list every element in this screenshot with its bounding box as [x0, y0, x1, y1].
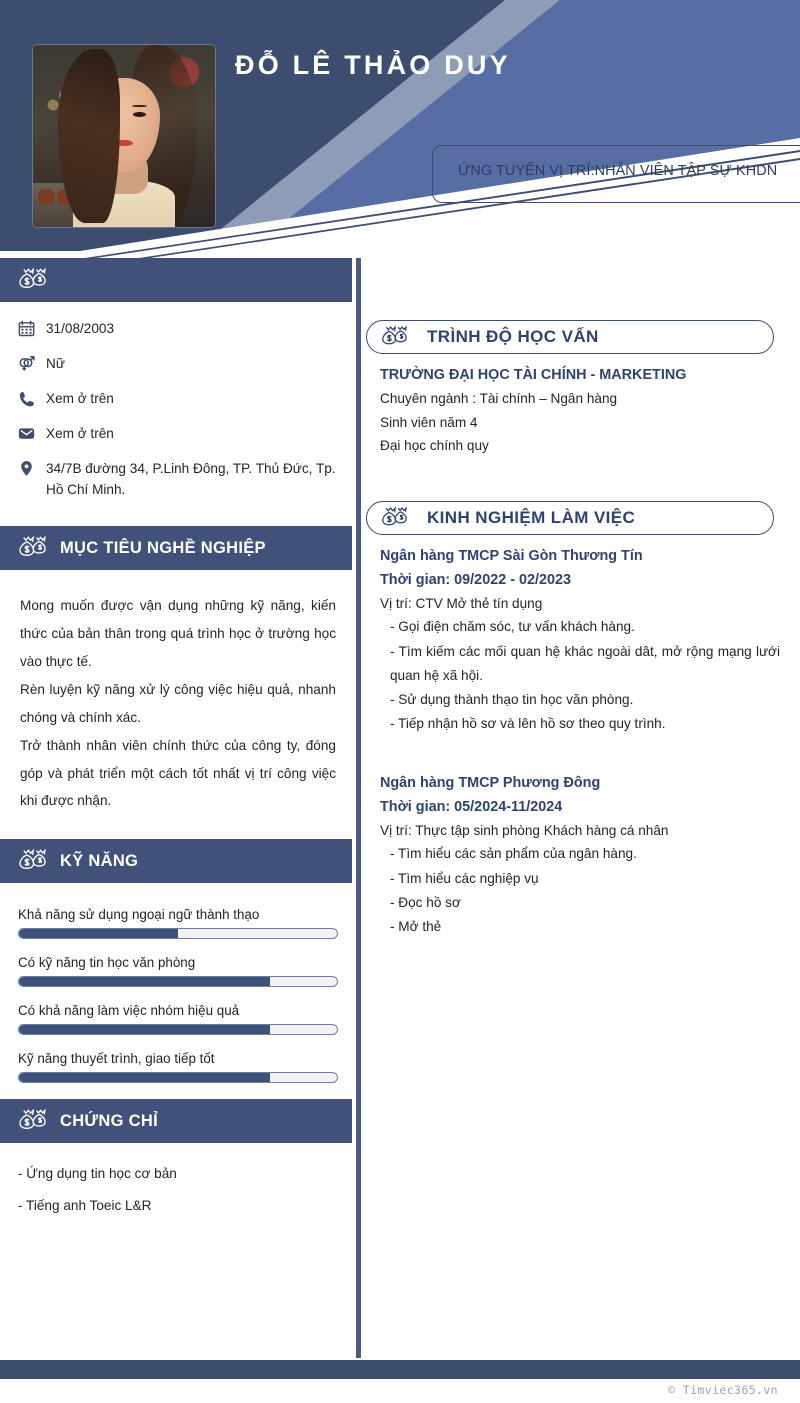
education-body: [366, 354, 786, 457]
right-column: [366, 258, 786, 939]
contact-item-email: [18, 423, 338, 444]
applied-position-label: ỨNG TUYỂN VỊ TRÍ:NHÂN VIÊN TẬP SỰ KHDN: [458, 163, 778, 179]
contact-value-address: 34/7B đường 34, P.Linh Đông, TP. Thủ Đức, Tp. Hồ Chí Minh.: [46, 461, 336, 498]
cv-header: [0, 0, 800, 258]
section-header-skills: [0, 839, 352, 883]
money-bags-icon: [14, 1106, 50, 1136]
section-header-contact: [0, 258, 352, 302]
contact-value-email: Xem ở trên: [46, 426, 114, 442]
section-header-experience: [366, 501, 774, 535]
skill-item: [18, 1051, 338, 1083]
money-bags-icon: [377, 323, 411, 351]
section-title-certificates: CHỨNG CHỈ: [60, 1111, 158, 1130]
skill-progress-bar: [18, 928, 338, 939]
section-header-education: [366, 320, 774, 354]
phone-icon: [18, 389, 35, 408]
contact-item-birthdate: [18, 318, 338, 339]
job-bullet: - Tìm kiếm các mối quan hệ khác ngoài dât, mở rộng mạng lưới quan hệ xã hội.: [390, 643, 780, 683]
skill-label: Có kỹ năng tin học văn phòng: [18, 955, 196, 971]
objective-paragraph: Mong muốn được vận dụng những kỹ năng, kiến thức của bản thân trong quá trình học ở trường học vào thực tế.: [20, 598, 336, 670]
job-position: Vị trí: CTV Mở thẻ tín dụng: [380, 596, 543, 612]
contact-value-phone: Xem ở trên: [46, 391, 114, 407]
skill-item: [18, 1003, 338, 1035]
job-bullet: - Tìm hiểu các nghiệp vụ: [390, 870, 539, 886]
skill-progress-fill: [19, 1025, 270, 1034]
section-header-certificates: [0, 1099, 352, 1143]
job-bullet: - Mở thẻ: [390, 919, 442, 935]
experience-job: [366, 535, 786, 736]
section-title-objective: MỤC TIÊU NGHỀ NGHIỆP: [60, 538, 266, 557]
skill-progress-bar: [18, 1024, 338, 1035]
job-company: Ngân hàng TMCP Sài Gòn Thương Tín: [380, 548, 643, 565]
email-icon: [18, 424, 35, 443]
certificate-item: - Tiếng anh Toeic L&R: [18, 1198, 152, 1213]
contact-item-gender: [18, 353, 338, 374]
certificate-item: - Ứng dụng tin học cơ bản: [18, 1166, 177, 1182]
skill-label: Có khả năng làm việc nhóm hiệu quả: [18, 1003, 240, 1019]
money-bags-icon: [14, 533, 50, 563]
money-bags-icon: [14, 265, 50, 295]
skill-item: [18, 907, 338, 939]
contact-value-birthdate: 31/08/2003: [46, 321, 115, 336]
skill-progress-fill: [19, 1073, 270, 1082]
skill-label: Kỹ năng thuyết trình, giao tiếp tốt: [18, 1051, 215, 1067]
job-bullet: - Gọi điện chăm sóc, tư vấn khách hàng.: [390, 619, 635, 635]
job-period: Thời gian: 09/2022 - 02/2023: [380, 571, 572, 588]
experience-job: [366, 736, 786, 939]
skill-progress-bar: [18, 976, 338, 987]
portrait-photo: [33, 45, 215, 227]
column-divider: [356, 258, 361, 1358]
skills-list: [0, 883, 356, 1083]
page-title: ĐỖ LÊ THẢO DUY: [235, 50, 511, 80]
job-bullet: - Sử dụng thành thạo tin học văn phòng.: [390, 692, 634, 708]
education-line: Sinh viên năm 4: [380, 414, 478, 430]
education-school: TRƯỜNG ĐẠI HỌC TÀI CHÍNH - MARKETING: [380, 367, 687, 383]
footer-bar: [0, 1360, 800, 1379]
certificates-list: [0, 1143, 356, 1217]
job-period: Thời gian: 05/2024-11/2024: [380, 798, 563, 815]
skill-label: Khả năng sử dụng ngoại ngữ thành thạo: [18, 907, 260, 923]
contact-value-gender: Nữ: [46, 356, 65, 372]
money-bags-icon: [377, 504, 411, 532]
job-company: Ngân hàng TMCP Phương Đông: [380, 775, 601, 792]
footer-credit: © Timviec365.vn: [668, 1383, 778, 1397]
section-title-experience: KINH NGHIỆM LÀM VIỆC: [427, 508, 636, 528]
section-title-skills: KỸ NĂNG: [60, 851, 139, 870]
objective-paragraph: Rèn luyện kỹ năng xử lý công việc hiệu quả, nhanh chóng và chính xác.: [20, 681, 336, 725]
job-bullet: - Tìm hiểu các sản phẩm của ngân hàng.: [390, 846, 637, 862]
contact-item-phone: [18, 388, 338, 409]
education-line: Chuyên ngành : Tài chính – Ngân hàng: [380, 391, 618, 407]
objective-body: [0, 570, 356, 815]
skill-item: [18, 955, 338, 987]
section-header-objective: [0, 526, 352, 570]
calendar-icon: [18, 319, 35, 338]
left-column: [0, 258, 356, 1227]
section-title-education: TRÌNH ĐỘ HỌC VẤN: [427, 327, 599, 346]
contact-list: [0, 302, 356, 500]
job-bullet: - Đọc hồ sơ: [390, 894, 461, 910]
skill-progress-fill: [19, 929, 178, 938]
avatar: [33, 45, 215, 227]
contact-item-address: [18, 458, 338, 500]
objective-paragraph: Trở thành nhân viên chính thức của công ty, đóng góp và phát triển một cách tốt nhất vị trí công việc khi được nhận.: [20, 737, 336, 809]
skill-progress-bar: [18, 1072, 338, 1083]
location-icon: [18, 459, 35, 478]
job-position: Vị trí: Thực tập sinh phòng Khách hàng cá nhân: [380, 823, 669, 839]
gender-icon: [18, 354, 35, 373]
skill-progress-fill: [19, 977, 270, 986]
education-line: Đại học chính quy: [380, 438, 489, 454]
money-bags-icon: [14, 846, 50, 876]
job-bullet: - Tiếp nhận hồ sơ và lên hồ sơ theo quy trình.: [390, 716, 666, 732]
